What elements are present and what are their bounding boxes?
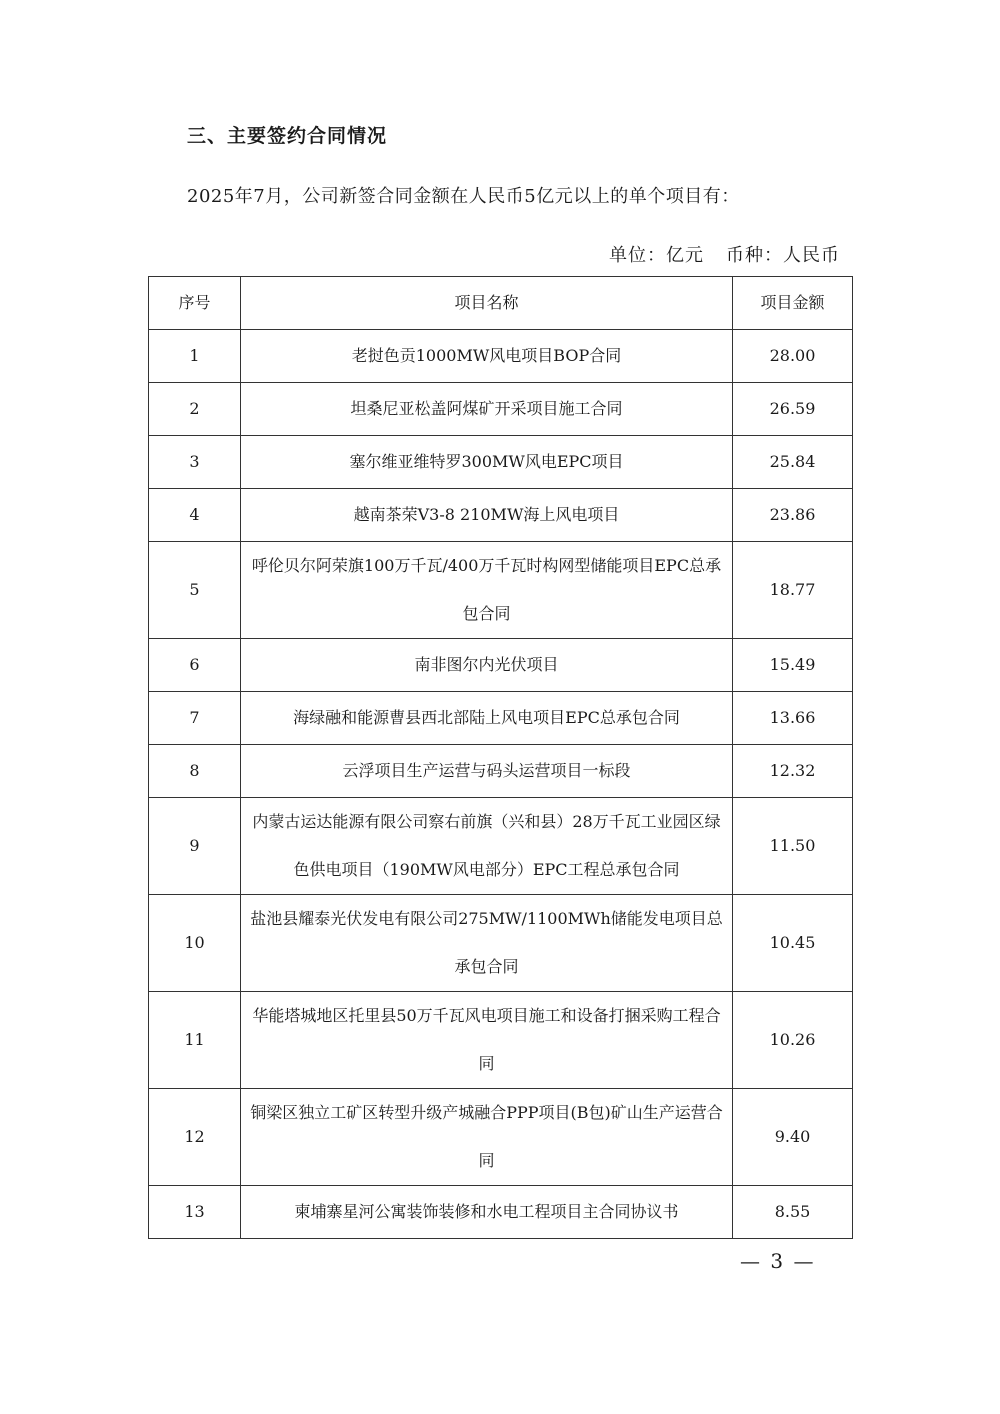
currency-label: 币种：人民币 [726, 245, 840, 266]
row-project-amount: 13.66 [733, 692, 853, 745]
row-project-name: 南非图尔内光伏项目 [241, 639, 733, 692]
row-serial: 13 [149, 1186, 241, 1239]
unit-line [609, 241, 840, 267]
row-serial: 11 [149, 992, 241, 1089]
row-serial: 10 [149, 895, 241, 992]
row-project-amount: 8.55 [733, 1186, 853, 1239]
row-project-name: 越南茶荣V3-8 210MW海上风电项目 [241, 489, 733, 542]
unit-label: 单位：亿元 [609, 245, 704, 266]
row-serial: 7 [149, 692, 241, 745]
header-project-amount: 项目金额 [733, 277, 853, 330]
table-body [149, 330, 853, 1239]
row-project-name: 坦桑尼亚松盖阿煤矿开采项目施工合同 [241, 383, 733, 436]
table-row [149, 895, 853, 992]
row-serial: 12 [149, 1089, 241, 1186]
row-serial: 5 [149, 542, 241, 639]
row-project-amount: 25.84 [733, 436, 853, 489]
row-project-name: 塞尔维亚维特罗300MW风电EPC项目 [241, 436, 733, 489]
row-project-amount: 15.49 [733, 639, 853, 692]
row-project-amount: 10.26 [733, 992, 853, 1089]
row-project-name: 呼伦贝尔阿荣旗100万千瓦/400万千瓦时构网型储能项目EPC总承包合同 [241, 542, 733, 639]
header-serial: 序号 [149, 277, 241, 330]
row-project-amount: 12.32 [733, 745, 853, 798]
header-project-name: 项目名称 [241, 277, 733, 330]
table-row [149, 383, 853, 436]
row-project-name: 盐池县耀泰光伏发电有限公司275MW/1100MWh储能发电项目总承包合同 [241, 895, 733, 992]
table-row [149, 745, 853, 798]
table-row [149, 542, 853, 639]
section-heading: 三、主要签约合同情况 [187, 125, 388, 147]
table-row [149, 1186, 853, 1239]
row-serial: 6 [149, 639, 241, 692]
row-project-amount: 26.59 [733, 383, 853, 436]
table-row [149, 639, 853, 692]
row-project-name: 海绿融和能源曹县西北部陆上风电项目EPC总承包合同 [241, 692, 733, 745]
table-row [149, 330, 853, 383]
row-project-name: 铜梁区独立工矿区转型升级产城融合PPP项目(B包)矿山生产运营合同 [241, 1089, 733, 1186]
row-serial: 3 [149, 436, 241, 489]
table-row [149, 992, 853, 1089]
row-serial: 2 [149, 383, 241, 436]
page-number: — 3 — [740, 1249, 816, 1273]
row-serial: 4 [149, 489, 241, 542]
row-serial: 1 [149, 330, 241, 383]
row-serial: 9 [149, 798, 241, 895]
table-header-row [149, 277, 853, 330]
row-project-name: 华能塔城地区托里县50万千瓦风电项目施工和设备打捆采购工程合同 [241, 992, 733, 1089]
row-project-name: 老挝色贡1000MW风电项目BOP合同 [241, 330, 733, 383]
table-row [149, 798, 853, 895]
row-project-amount: 10.45 [733, 895, 853, 992]
table-row [149, 489, 853, 542]
row-project-name: 柬埔寨星河公寓装饰装修和水电工程项目主合同协议书 [241, 1186, 733, 1239]
row-project-name: 云浮项目生产运营与码头运营项目一标段 [241, 745, 733, 798]
row-project-amount: 28.00 [733, 330, 853, 383]
row-project-amount: 9.40 [733, 1089, 853, 1186]
row-project-amount: 23.86 [733, 489, 853, 542]
row-project-amount: 18.77 [733, 542, 853, 639]
table-row [149, 436, 853, 489]
row-serial: 8 [149, 745, 241, 798]
row-project-name: 内蒙古运达能源有限公司察右前旗（兴和县）28万千瓦工业园区绿色供电项目（190MW风电部分）EPC工程总承包合同 [241, 798, 733, 895]
table-row [149, 1089, 853, 1186]
table-row [149, 692, 853, 745]
intro-paragraph: 2025年7月，公司新签合同金额在人民币5亿元以上的单个项目有： [187, 186, 740, 207]
contracts-table [148, 276, 853, 1239]
row-project-amount: 11.50 [733, 798, 853, 895]
